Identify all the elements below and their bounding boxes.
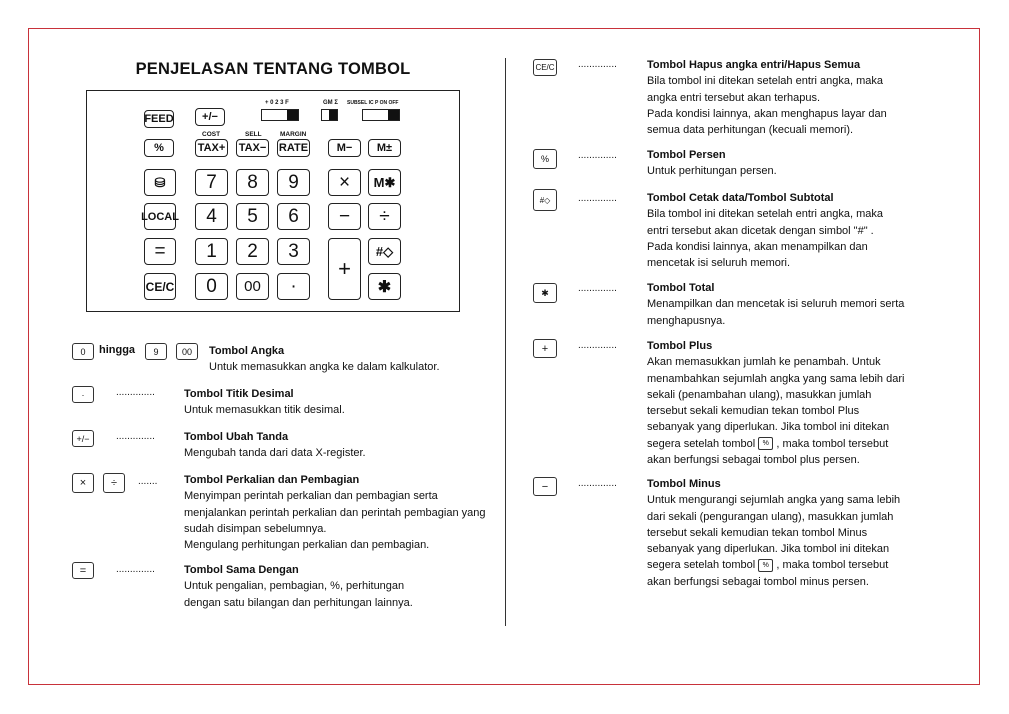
hingga-text: hingga (99, 344, 136, 356)
entry-line: menghapusnya. (647, 314, 726, 327)
entry-cetak (647, 190, 883, 271)
inline-percent-key: % (758, 437, 773, 450)
m-minus-key[interactable]: M− (328, 139, 361, 157)
divide-key[interactable]: ÷ (368, 203, 401, 230)
feed-key[interactable]: FEED (144, 110, 174, 128)
entry-desimal (184, 386, 345, 419)
entry-line-part: segera setelah tombol (647, 559, 756, 572)
icon-equals-key: = (72, 562, 94, 579)
key-3[interactable]: 3 (277, 238, 310, 265)
entry-line-part: , maka tombol tersebut (776, 559, 889, 572)
leader-dots: .............. (578, 59, 617, 70)
clear-key[interactable]: CE/C (144, 273, 176, 300)
entry-line: Pada kondisi lainnya, akan menghapus layar dan (647, 107, 887, 120)
total-key[interactable]: ✱ (368, 273, 401, 300)
icon-plus-key: + (533, 339, 557, 358)
subtotal-key[interactable]: #◇ (368, 238, 401, 265)
entry-line: sebanyak yang diperlukan. Jika tombol ini ditekan (647, 543, 890, 556)
entry-heading: Tombol Hapus angka entri/Hapus Semua (647, 59, 861, 71)
switch-gm-label: GM Σ (323, 100, 338, 106)
entry-line: sebanyak yang diperlukan. Jika tombol ini ditekan (647, 421, 890, 434)
icon-key-00: 00 (176, 343, 198, 360)
margin-label: MARGIN (280, 131, 307, 138)
key-1[interactable]: 1 (195, 238, 228, 265)
tax-plus-key[interactable]: TAX+ (195, 139, 228, 157)
entry-heading: Tombol Minus (647, 478, 721, 490)
key-4[interactable]: 4 (195, 203, 228, 230)
entry-perkalian (184, 472, 486, 553)
entry-heading: Tombol Ubah Tanda (184, 431, 289, 443)
entry-heading: Tombol Plus (647, 340, 713, 352)
entry-line: sekali (penambahan ulang), masukkan jumlah (647, 388, 872, 401)
icon-subtotal-key: #◇ (533, 189, 557, 211)
entry-text: Untuk memasukkan titik desimal. (184, 404, 345, 417)
entry-line: Mengulang perhitungan perkalian dan pembagian. (184, 539, 430, 552)
entry-line: Untuk mengurangi sejumlah angka yang sama lebih (647, 494, 901, 507)
leader-dots: .............. (116, 564, 155, 575)
leader-dots: .............. (578, 150, 617, 161)
leader-dots: .............. (578, 340, 617, 351)
plus-key[interactable]: + (328, 238, 361, 300)
entry-line: tersebut sekali kemudian tekan tombol Minus (647, 526, 868, 539)
entry-hapus (647, 57, 887, 138)
icon-total-key: ✱ (533, 283, 557, 303)
entry-line: semua data perhitungan (kecuali memori). (647, 124, 854, 137)
percent-key[interactable]: % (144, 139, 174, 157)
inline-percent-key: % (758, 559, 773, 572)
entry-ubah-tanda (184, 429, 366, 462)
switch-mode-label: SUBSEL IC P ON OFF (347, 100, 399, 106)
equals-key[interactable]: = (144, 238, 176, 265)
decimal-key[interactable]: · (277, 273, 310, 300)
mode-switch[interactable] (362, 109, 400, 121)
entry-line (647, 436, 904, 452)
leader-dots: .............. (578, 193, 617, 204)
entry-line-part: segera setelah tombol (647, 437, 756, 450)
grand-total-key[interactable]: ⛁ (144, 169, 176, 196)
plus-minus-key[interactable]: +/− (195, 108, 225, 126)
entry-line: angka entri tersebut akan terhapus. (647, 91, 821, 104)
column-divider (505, 58, 506, 626)
m-star-key[interactable]: M✱ (368, 169, 401, 196)
icon-plus-minus-key: +/− (72, 430, 94, 447)
entry-line: Bila tombol ini ditekan setelah entri angka, maka (647, 75, 884, 88)
entry-line: akan berfungsi sebagai tombol minus persen. (647, 575, 869, 588)
multiply-key[interactable]: × (328, 169, 361, 196)
entry-line-part: , maka tombol tersebut (776, 437, 889, 450)
icon-percent-key: % (533, 149, 557, 169)
entry-text: Mengubah tanda dari data X-register. (184, 447, 366, 460)
key-9[interactable]: 9 (277, 169, 310, 196)
icon-clear-key: CE/C (533, 59, 557, 76)
gm-switch[interactable] (321, 109, 338, 121)
entry-line: akan berfungsi sebagai tombol plus persen. (647, 454, 860, 467)
entry-heading: Tombol Perkalian dan Pembagian (184, 474, 360, 486)
entry-heading: Tombol Total (647, 282, 715, 294)
entry-line: Untuk pengalian, pembagian, %, perhitungan (184, 580, 405, 593)
entry-line: sudah disimpan sebelumnya. (184, 522, 327, 535)
minus-key[interactable]: − (328, 203, 361, 230)
icon-key-9: 9 (145, 343, 167, 360)
leader-dots: ....... (138, 476, 158, 487)
leader-dots: .............. (116, 387, 155, 398)
keypad-diagram (86, 90, 460, 312)
entry-heading: Tombol Angka (209, 345, 285, 357)
sell-label: SELL (245, 131, 262, 138)
icon-minus-key: − (533, 477, 557, 496)
key-6[interactable]: 6 (277, 203, 310, 230)
tax-minus-key[interactable]: TAX− (236, 139, 269, 157)
entry-line (647, 557, 900, 573)
entry-line: Akan memasukkan jumlah ke penambah. Untuk (647, 356, 881, 369)
decimal-switch[interactable] (261, 109, 299, 121)
entry-heading: Tombol Sama Dengan (184, 564, 299, 576)
key-8[interactable]: 8 (236, 169, 269, 196)
entry-persen (647, 147, 777, 180)
entry-line: dengan satu bilangan dan perhitungan lainnya. (184, 596, 413, 609)
entry-line: Bila tombol ini ditekan setelah entri angka, maka (647, 208, 884, 221)
entry-total (647, 280, 904, 329)
icon-decimal-key: · (72, 386, 94, 403)
key-00[interactable]: 00 (236, 273, 269, 300)
leader-dots: .............. (116, 431, 155, 442)
key-5[interactable]: 5 (236, 203, 269, 230)
entry-sama-dengan (184, 562, 413, 611)
entry-minus (647, 476, 900, 590)
cost-label: COST (202, 131, 221, 138)
entry-line: Menampilkan dan mencetak isi seluruh memori serta (647, 298, 905, 311)
leader-dots: .............. (578, 283, 617, 294)
entry-angka (209, 343, 440, 376)
entry-line: Pada kondisi lainnya, akan menampilkan dan (647, 240, 868, 253)
entry-text: Untuk memasukkan angka ke dalam kalkulator. (209, 361, 440, 374)
icon-multiply-key: × (72, 473, 94, 493)
entry-plus (647, 338, 904, 468)
entry-line: Untuk perhitungan persen. (647, 165, 777, 178)
key-0[interactable]: 0 (195, 273, 228, 300)
entry-heading: Tombol Cetak data/Tombol Subtotal (647, 192, 834, 204)
entry-line: menjalankan perintah perkalian dan perintah pembagian yang (184, 506, 486, 519)
entry-line: dari sekali (pengurangan ulang), masukkan jumlah (647, 510, 894, 523)
page-title: PENJELASAN TENTANG TOMBOL (135, 60, 411, 78)
icon-key-0: 0 (72, 343, 94, 360)
m-plus-minus-key[interactable]: M± (368, 139, 401, 157)
entry-line: menambahkan sejumlah angka yang sama lebih dari (647, 372, 905, 385)
entry-line: entri tersebut akan dicetak dengan simbol "#" . (647, 224, 874, 237)
leader-dots: .............. (578, 478, 617, 489)
switch-decimal-label: + 0 2 3 F (265, 100, 289, 106)
entry-line: tersebut sekali kemudian tekan tombol Plus (647, 405, 860, 418)
key-2[interactable]: 2 (236, 238, 269, 265)
rate-key[interactable]: RATE (277, 139, 310, 157)
local-key[interactable]: LOCAL (144, 203, 176, 230)
icon-divide-key: ÷ (103, 473, 125, 493)
entry-heading: Tombol Persen (647, 149, 726, 161)
entry-line: mencetak isi seluruh memori. (647, 257, 791, 270)
entry-line: Menyimpan perintah perkalian dan pembagian serta (184, 490, 438, 503)
key-7[interactable]: 7 (195, 169, 228, 196)
entry-heading: Tombol Titik Desimal (184, 388, 294, 400)
